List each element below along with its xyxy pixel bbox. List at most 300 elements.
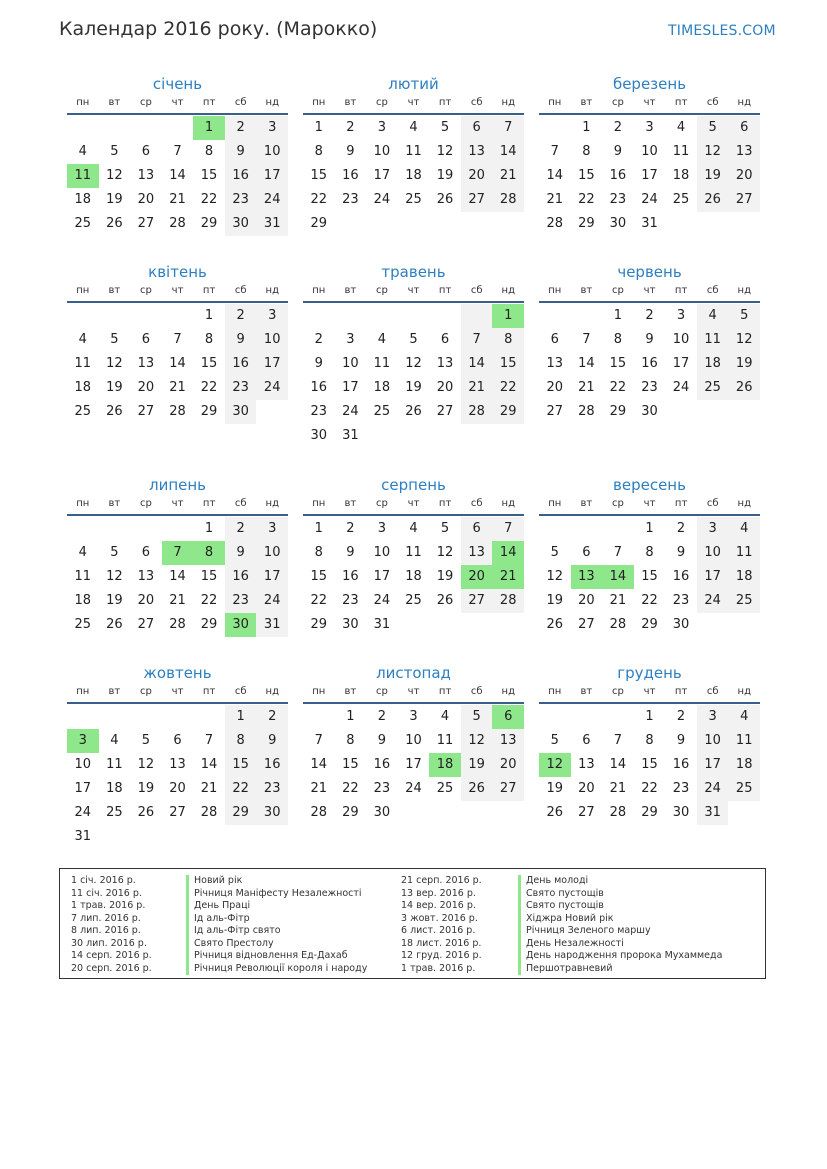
day-cell: 2 <box>346 521 355 536</box>
day-cell: 1 <box>346 709 355 724</box>
day-cell: 2 <box>346 120 355 135</box>
day-grid <box>303 705 524 825</box>
day-cell: 21 <box>169 192 186 207</box>
day-cell: 26 <box>546 617 564 632</box>
empty-cell <box>256 400 288 424</box>
day-cell: 8 <box>645 545 654 560</box>
weekday-header <box>539 95 760 115</box>
day-cell: 5 <box>697 116 729 140</box>
day-cell: 7 <box>613 733 623 748</box>
day-cell: 22 <box>200 593 218 608</box>
day-cell: 10 <box>697 541 729 565</box>
day-grid <box>67 517 288 637</box>
empty-cell <box>366 304 398 328</box>
day-cell: 9 <box>314 356 323 371</box>
day-cell: 28 <box>200 805 218 820</box>
day-cell: 11 <box>67 164 99 188</box>
day-cell: 17 <box>256 565 288 589</box>
day-cell: 28 <box>492 589 524 613</box>
month-name: вересень <box>613 476 686 494</box>
day-cell: 17 <box>373 569 391 584</box>
day-cell: 16 <box>672 569 690 584</box>
day-cell: 11 <box>106 757 123 772</box>
weekday-label: пт <box>674 97 688 108</box>
day-cell: 28 <box>169 617 186 632</box>
day-cell: 6 <box>461 517 493 541</box>
day-cell: 13 <box>571 565 603 589</box>
day-cell: 9 <box>225 140 257 164</box>
day-cell: 17 <box>256 164 288 188</box>
day-cell: 14 <box>169 356 186 371</box>
day-cell: 17 <box>256 352 288 376</box>
day-cell: 23 <box>310 404 328 419</box>
day-cell: 10 <box>373 144 391 159</box>
weekday-label: чт <box>407 285 420 296</box>
weekday-label: пн <box>76 686 90 697</box>
day-cell: 17 <box>641 168 658 183</box>
weekday-label: чт <box>171 498 184 509</box>
day-cell: 18 <box>728 753 760 777</box>
legend-names-left <box>186 875 367 975</box>
day-cell: 3 <box>697 705 729 729</box>
weekday-label: ср <box>140 97 152 108</box>
day-cell: 24 <box>256 589 288 613</box>
day-cell: 17 <box>342 380 359 395</box>
empty-cell <box>67 304 99 328</box>
day-cell: 24 <box>373 593 391 608</box>
day-cell: 25 <box>74 404 92 419</box>
empty-cell <box>398 304 430 328</box>
day-cell: 10 <box>641 144 658 159</box>
weekday-header <box>303 496 524 516</box>
day-cell: 12 <box>436 545 454 560</box>
day-cell: 19 <box>137 781 155 796</box>
day-cell: 26 <box>728 376 760 400</box>
day-cell: 25 <box>672 192 690 207</box>
day-cell: 28 <box>169 404 186 419</box>
legend-date: 3 жовт. 2016 р. <box>401 912 478 924</box>
weekday-label: нд <box>501 285 515 296</box>
day-cell: 16 <box>342 569 359 584</box>
day-cell: 20 <box>137 593 155 608</box>
day-cell: 20 <box>461 164 493 188</box>
day-cell: 20 <box>578 781 595 796</box>
month-name: жовтень <box>143 664 212 682</box>
day-cell: 29 <box>342 805 359 820</box>
empty-cell <box>303 304 335 328</box>
day-cell: 8 <box>645 733 654 748</box>
day-cell: 27 <box>137 404 155 419</box>
day-cell: 11 <box>373 356 391 371</box>
day-cell: 18 <box>405 569 422 584</box>
weekday-label: нд <box>265 686 279 697</box>
day-cell: 14 <box>169 569 186 584</box>
legend-date: 8 лип. 2016 р. <box>71 925 141 936</box>
day-cell: 9 <box>676 733 686 748</box>
day-grid <box>303 116 524 236</box>
day-grid <box>539 705 760 825</box>
day-cell: 20 <box>728 164 760 188</box>
empty-cell <box>193 705 225 729</box>
day-cell: 29 <box>310 216 328 231</box>
day-cell: 11 <box>697 328 729 352</box>
day-cell: 23 <box>641 380 658 395</box>
weekday-label: сб <box>470 285 483 296</box>
month-name: липень <box>148 476 207 494</box>
day-cell: 11 <box>436 733 454 748</box>
day-cell: 1 <box>492 304 524 328</box>
empty-cell <box>398 212 430 236</box>
day-cell: 19 <box>697 164 729 188</box>
day-cell: 27 <box>137 617 155 632</box>
month-name: квітень <box>148 263 207 281</box>
weekday-header <box>303 95 524 115</box>
day-cell: 26 <box>436 593 454 608</box>
day-cell: 26 <box>405 404 422 419</box>
day-cell: 7 <box>613 545 623 560</box>
day-cell: 30 <box>373 805 391 820</box>
day-cell: 23 <box>256 777 288 801</box>
day-cell: 28 <box>609 617 627 632</box>
site-link[interactable]: TIMESLES.COM <box>668 23 776 39</box>
day-cell: 6 <box>173 733 182 748</box>
day-cell: 1 <box>225 705 257 729</box>
day-cell: 21 <box>546 192 564 207</box>
legend-holiday-name: Новий рік <box>186 875 367 888</box>
month-name: січень <box>152 75 203 93</box>
empty-cell <box>697 400 729 424</box>
day-cell: 27 <box>137 216 155 231</box>
day-cell: 5 <box>550 545 559 560</box>
day-grid <box>539 304 760 424</box>
weekday-label: чт <box>407 498 420 509</box>
day-cell: 6 <box>582 733 591 748</box>
day-cell: 26 <box>106 216 123 231</box>
day-cell: 6 <box>141 144 151 159</box>
day-cell: 15 <box>641 569 658 584</box>
weekday-label: пн <box>548 498 562 509</box>
weekday-label: ср <box>612 97 624 108</box>
day-cell: 2 <box>256 705 288 729</box>
empty-cell <box>99 825 131 849</box>
day-cell: 10 <box>256 328 288 352</box>
day-cell: 27 <box>169 805 186 820</box>
day-cell: 28 <box>169 216 186 231</box>
day-cell: 4 <box>78 144 87 159</box>
day-cell: 4 <box>676 120 686 135</box>
day-cell: 12 <box>436 144 454 159</box>
weekday-label: ср <box>140 285 152 296</box>
day-cell: 28 <box>492 188 524 212</box>
weekday-label: пн <box>312 498 326 509</box>
weekday-header <box>67 95 288 115</box>
day-cell: 29 <box>641 805 658 820</box>
day-cell: 13 <box>137 356 155 371</box>
day-cell: 15 <box>310 168 328 183</box>
day-cell: 10 <box>342 356 359 371</box>
empty-cell <box>366 424 398 448</box>
day-cell: 5 <box>461 705 493 729</box>
day-cell: 25 <box>74 216 92 231</box>
day-cell: 2 <box>613 120 623 135</box>
empty-cell <box>67 705 99 729</box>
day-cell: 18 <box>728 565 760 589</box>
day-cell: 15 <box>578 168 595 183</box>
day-cell: 3 <box>377 521 387 536</box>
day-cell: 8 <box>582 144 591 159</box>
day-cell: 3 <box>256 517 288 541</box>
day-cell: 16 <box>225 164 257 188</box>
day-cell: 6 <box>440 332 450 347</box>
day-cell: 25 <box>436 781 454 796</box>
empty-cell <box>728 212 760 236</box>
day-cell: 18 <box>106 781 123 796</box>
day-cell: 6 <box>728 116 760 140</box>
day-cell: 5 <box>550 733 559 748</box>
day-cell: 20 <box>578 593 595 608</box>
weekday-label: сб <box>234 498 247 509</box>
day-cell: 21 <box>169 593 186 608</box>
empty-cell <box>728 613 760 637</box>
day-cell: 28 <box>609 805 627 820</box>
legend-date: 30 лип. 2016 р. <box>71 937 147 949</box>
day-cell: 11 <box>728 729 760 753</box>
day-cell: 16 <box>225 565 257 589</box>
day-cell: 9 <box>645 332 654 347</box>
day-cell: 15 <box>225 753 257 777</box>
day-cell: 21 <box>492 164 524 188</box>
day-cell: 2 <box>225 517 257 541</box>
day-cell: 7 <box>314 733 323 748</box>
empty-cell <box>665 212 697 236</box>
day-cell: 12 <box>106 569 123 584</box>
day-grid <box>539 116 760 236</box>
day-cell: 24 <box>373 192 391 207</box>
day-cell: 14 <box>609 757 627 772</box>
day-cell: 23 <box>672 781 690 796</box>
empty-cell <box>162 705 194 729</box>
weekday-label: нд <box>265 498 279 509</box>
day-cell: 18 <box>74 380 92 395</box>
empty-cell <box>461 304 493 328</box>
day-cell: 16 <box>225 352 257 376</box>
weekday-header <box>539 496 760 516</box>
month-name: лютий <box>388 75 439 93</box>
day-cell: 22 <box>492 376 524 400</box>
day-cell: 24 <box>342 404 359 419</box>
day-cell: 3 <box>256 116 288 140</box>
weekday-label: вт <box>108 285 121 296</box>
legend-holiday-name: День Незалежності <box>518 938 722 951</box>
day-cell: 12 <box>137 757 155 772</box>
weekday-header <box>67 496 288 516</box>
day-cell: 27 <box>436 404 454 419</box>
legend-holiday-name: Ід аль-Фітр <box>186 913 367 926</box>
day-cell: 18 <box>672 168 690 183</box>
day-cell: 23 <box>373 781 391 796</box>
weekday-label: нд <box>737 498 751 509</box>
day-cell: 22 <box>200 192 218 207</box>
empty-cell <box>99 116 131 140</box>
legend-date: 14 серп. 2016 р. <box>71 950 152 961</box>
weekday-label: пт <box>202 686 216 697</box>
empty-cell <box>398 613 430 637</box>
day-cell: 26 <box>137 805 155 820</box>
empty-cell <box>162 116 194 140</box>
day-cell: 21 <box>200 781 218 796</box>
empty-cell <box>602 517 634 541</box>
weekday-label: вт <box>344 285 357 296</box>
day-cell: 15 <box>310 569 328 584</box>
month-calendar <box>539 662 760 825</box>
legend-holiday-name: Ід аль-Фітр свято <box>186 925 367 938</box>
day-cell: 4 <box>78 545 87 560</box>
day-cell: 22 <box>310 593 328 608</box>
day-cell: 8 <box>613 332 623 347</box>
weekday-label: вт <box>108 686 121 697</box>
day-cell: 25 <box>697 376 729 400</box>
day-cell: 21 <box>609 593 627 608</box>
day-cell: 24 <box>256 376 288 400</box>
weekday-label: ср <box>140 686 152 697</box>
weekday-label: чт <box>643 498 656 509</box>
day-cell: 1 <box>582 120 591 135</box>
day-cell: 25 <box>405 192 422 207</box>
month-calendar <box>539 474 760 637</box>
month-name: листопад <box>376 664 451 682</box>
day-cell: 4 <box>377 332 387 347</box>
legend-holiday-name: День Праці <box>186 900 367 913</box>
day-cell: 26 <box>461 777 493 801</box>
legend-holiday-name: День народження пророка Мухаммеда <box>518 950 722 963</box>
day-cell: 14 <box>546 168 564 183</box>
day-cell: 13 <box>461 140 493 164</box>
legend-date: 1 січ. 2016 р. <box>71 875 136 886</box>
weekday-label: вт <box>580 498 593 509</box>
day-cell: 17 <box>697 753 729 777</box>
day-cell: 8 <box>225 729 257 753</box>
empty-cell <box>366 212 398 236</box>
day-cell: 12 <box>405 356 422 371</box>
day-cell: 5 <box>440 120 450 135</box>
day-cell: 16 <box>373 757 391 772</box>
day-cell: 18 <box>74 593 92 608</box>
day-cell: 7 <box>173 332 182 347</box>
day-cell: 25 <box>74 617 92 632</box>
day-cell: 19 <box>436 168 454 183</box>
weekday-label: нд <box>501 498 515 509</box>
day-cell: 5 <box>110 144 119 159</box>
day-cell: 3 <box>645 120 654 135</box>
legend-date: 6 лист. 2016 р. <box>401 925 476 936</box>
month-calendar <box>67 73 288 236</box>
empty-cell <box>539 705 571 729</box>
day-cell: 23 <box>225 188 257 212</box>
day-cell: 6 <box>582 545 591 560</box>
month-calendar <box>67 662 288 849</box>
day-cell: 26 <box>436 192 454 207</box>
day-cell: 28 <box>461 400 493 424</box>
weekday-label: сб <box>470 686 483 697</box>
empty-cell <box>492 212 524 236</box>
day-cell: 1 <box>204 521 214 536</box>
weekday-label: пт <box>674 285 688 296</box>
day-cell: 15 <box>641 757 658 772</box>
day-cell: 23 <box>225 376 257 400</box>
day-cell: 2 <box>377 709 387 724</box>
legend-dates-right <box>401 875 482 975</box>
empty-cell <box>539 517 571 541</box>
day-cell: 27 <box>461 188 493 212</box>
day-cell: 15 <box>342 757 359 772</box>
empty-cell <box>162 304 194 328</box>
day-cell: 22 <box>200 380 218 395</box>
weekday-label: ср <box>376 686 388 697</box>
empty-cell <box>67 517 99 541</box>
day-cell: 7 <box>461 328 493 352</box>
empty-cell <box>256 825 288 849</box>
empty-cell <box>130 116 162 140</box>
day-cell: 13 <box>461 541 493 565</box>
day-cell: 31 <box>256 613 288 637</box>
day-cell: 9 <box>256 729 288 753</box>
day-cell: 16 <box>609 168 627 183</box>
day-grid <box>67 304 288 424</box>
day-cell: 30 <box>342 617 359 632</box>
day-cell: 4 <box>409 521 418 536</box>
day-cell: 1 <box>314 120 323 135</box>
day-cell: 15 <box>492 352 524 376</box>
weekday-label: пн <box>548 686 562 697</box>
legend-holiday-name: Річниця відновлення Ед-Дахаб <box>186 950 367 963</box>
month-name: серпень <box>381 476 446 494</box>
day-cell: 16 <box>641 356 658 371</box>
day-cell: 13 <box>728 140 760 164</box>
weekday-label: пн <box>76 97 90 108</box>
day-cell: 12 <box>546 569 564 584</box>
day-grid <box>539 517 760 637</box>
weekday-label: пт <box>202 498 216 509</box>
day-cell: 22 <box>641 781 658 796</box>
day-cell: 22 <box>310 192 328 207</box>
legend-date: 1 трав. 2016 р. <box>71 900 146 911</box>
day-cell: 10 <box>256 541 288 565</box>
day-cell: 13 <box>546 356 564 371</box>
day-cell: 1 <box>314 521 323 536</box>
day-cell: 7 <box>173 144 182 159</box>
day-cell: 12 <box>106 356 123 371</box>
empty-cell <box>571 517 603 541</box>
day-cell: 23 <box>225 589 257 613</box>
day-cell: 20 <box>169 781 186 796</box>
month-calendar <box>67 474 288 637</box>
weekday-label: ср <box>612 498 624 509</box>
day-cell: 14 <box>200 757 218 772</box>
empty-cell <box>461 801 493 825</box>
empty-cell <box>130 517 162 541</box>
day-cell: 18 <box>697 352 729 376</box>
day-cell: 1 <box>193 116 225 140</box>
day-cell: 13 <box>578 757 595 772</box>
weekday-label: вт <box>108 97 121 108</box>
day-cell: 25 <box>106 805 123 820</box>
day-cell: 8 <box>204 144 214 159</box>
weekday-label: сб <box>234 97 247 108</box>
legend-holiday-name: Хіджра Новий рік <box>518 913 722 926</box>
weekday-label: сб <box>706 686 719 697</box>
empty-cell <box>130 705 162 729</box>
weekday-label: ср <box>612 686 624 697</box>
